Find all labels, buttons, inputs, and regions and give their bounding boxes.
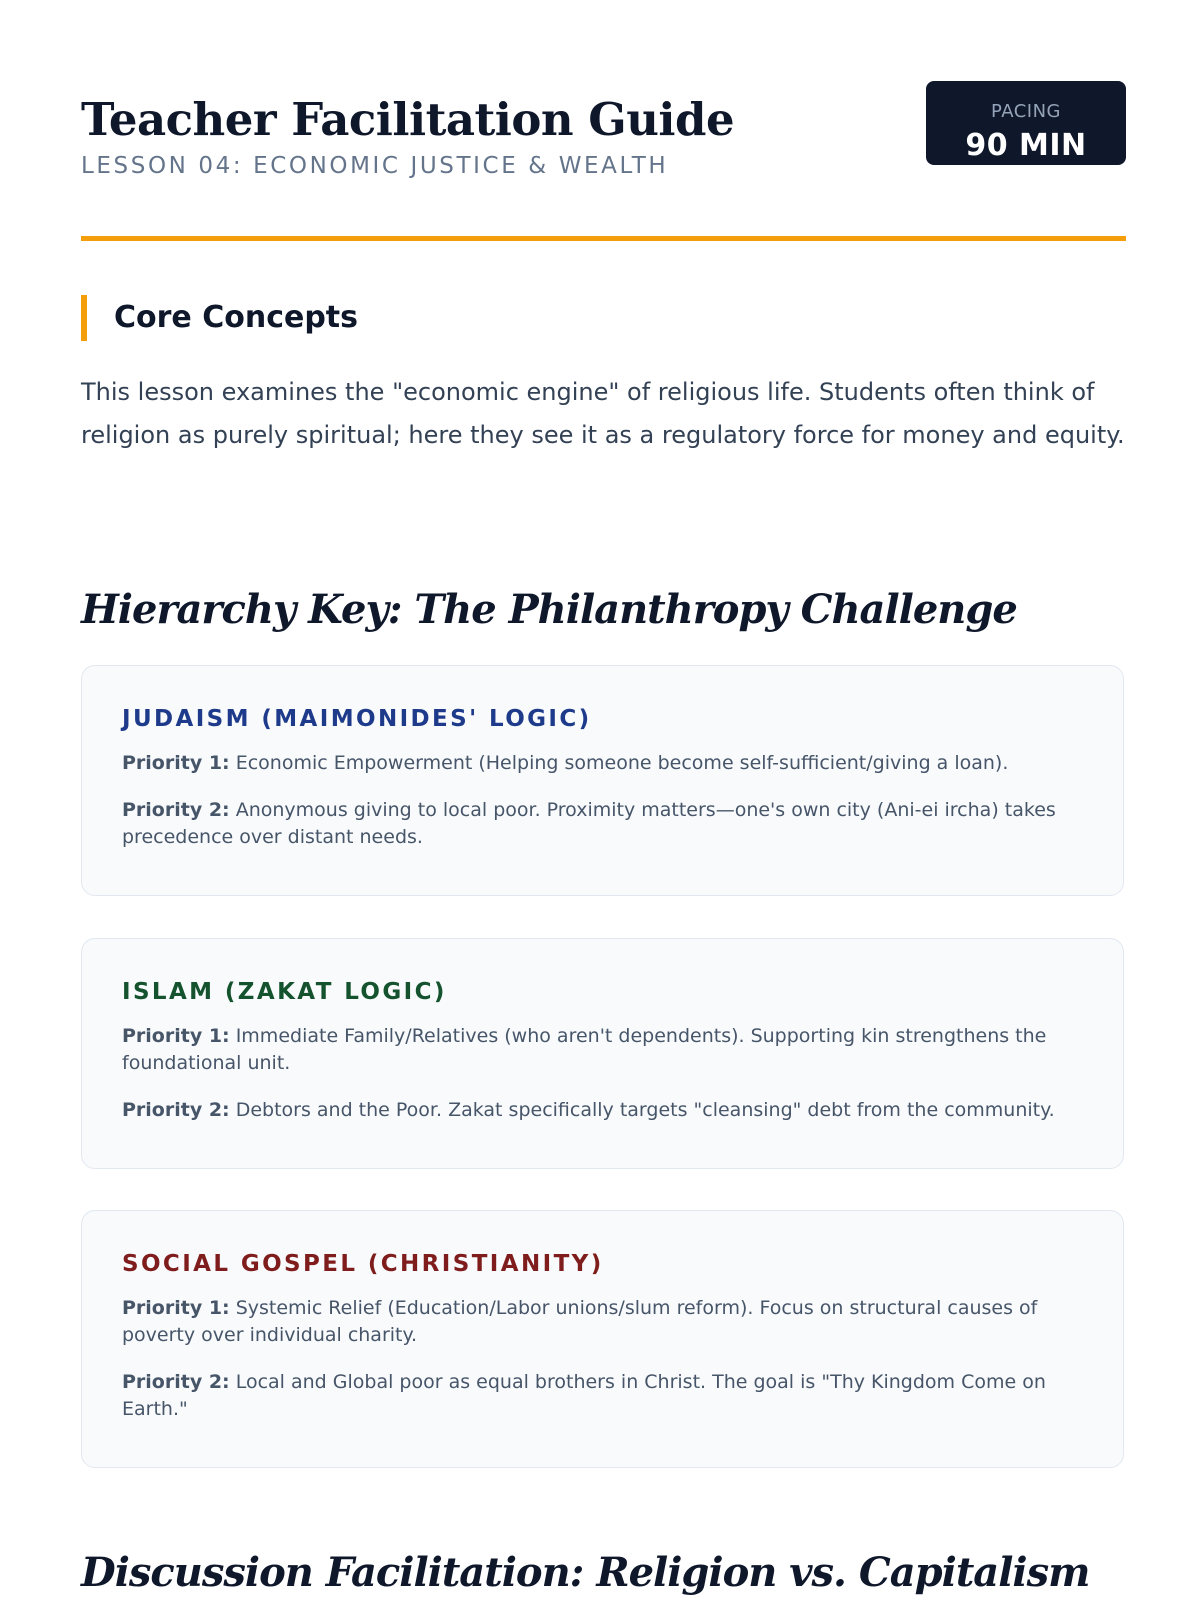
- priority-text: Debtors and the Poor. Zakat specifically targets "cleansing" debt from the community.: [229, 1099, 1055, 1121]
- pacing-label: PACING: [991, 101, 1061, 122]
- priority-1: [122, 1295, 1083, 1349]
- priority-2: [122, 1097, 1083, 1124]
- header-divider: [81, 236, 1126, 241]
- priority-text: Economic Empowerment (Helping someone become self-sufficient/giving a loan).: [229, 752, 1009, 774]
- card-title: JUDAISM (MAIMONIDES' LOGIC): [122, 706, 592, 732]
- priority-1: [122, 750, 1083, 777]
- social-gospel-card: [81, 1210, 1124, 1468]
- priority-text: Immediate Family/Relatives (who aren't dependents). Supporting kin strengthens the foundational unit.: [122, 1025, 1047, 1074]
- pacing-badge: [926, 81, 1126, 165]
- hierarchy-key-heading: Hierarchy Key: The Philanthropy Challenge: [81, 586, 1017, 633]
- priority-1: [122, 1023, 1083, 1077]
- priority-label: Priority 2:: [122, 799, 230, 821]
- priority-text: Systemic Relief (Education/Labor unions/slum reform). Focus on structural causes of poverty over individual charity.: [122, 1297, 1038, 1346]
- priority-label: Priority 2:: [122, 1099, 230, 1121]
- islam-card: [81, 938, 1124, 1169]
- lesson-subtitle: LESSON 04: ECONOMIC JUSTICE & WEALTH: [81, 153, 669, 179]
- priority-text: Anonymous giving to local poor. Proximity matters—one's own city (Ani-ei ircha) takes precedence over distant needs.: [122, 799, 1056, 848]
- priority-label: Priority 1:: [122, 1297, 230, 1319]
- judaism-card: [81, 665, 1124, 896]
- card-title: ISLAM (ZAKAT LOGIC): [122, 979, 447, 1005]
- priority-2: [122, 1369, 1083, 1423]
- pacing-value: 90 MIN: [965, 128, 1087, 163]
- page-title: Teacher Facilitation Guide: [81, 93, 735, 146]
- page-header: [81, 81, 1126, 241]
- priority-label: Priority 1:: [122, 752, 230, 774]
- core-concepts-text: This lesson examines the "economic engine" of religious life. Students often think of religion as purely spiritual; here they see it as a regulatory force for money and equity.: [81, 378, 1125, 449]
- priority-label: Priority 2:: [122, 1371, 230, 1393]
- priority-label: Priority 1:: [122, 1025, 230, 1047]
- card-title: SOCIAL GOSPEL (CHRISTIANITY): [122, 1251, 604, 1277]
- discussion-heading: Discussion Facilitation: Religion vs. Capitalism: [81, 1549, 1090, 1596]
- core-concepts-heading: Core Concepts: [81, 295, 1126, 341]
- priority-2: [122, 797, 1083, 851]
- core-concepts-section: [81, 295, 1126, 457]
- priority-text: Local and Global poor as equal brothers in Christ. The goal is "Thy Kingdom Come on Earth.": [122, 1371, 1046, 1420]
